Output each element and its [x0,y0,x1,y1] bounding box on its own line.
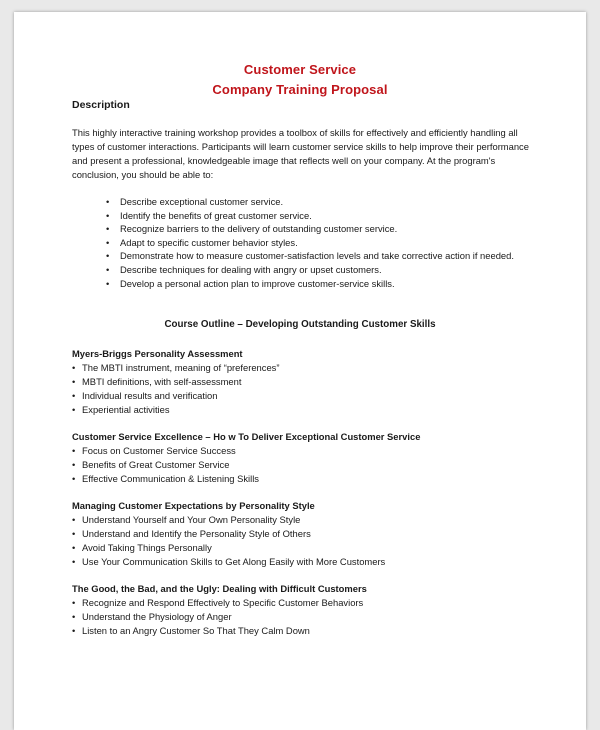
list-item: • Focus on Customer Service Success [72,444,420,458]
list-item: • Benefits of Great Customer Service [72,458,420,472]
list-item: • Describe techniques for dealing with angry or upset customers. [106,263,514,277]
list-item: • Identify the benefits of great customer service. [106,209,514,223]
section-list [72,444,420,486]
section-heading: Managing Customer Expectations by Personality Style [72,500,315,511]
list-item: • Use Your Communication Skills to Get Along Easily with More Customers [72,555,385,569]
list-item: • Recognize and Respond Effectively to Specific Customer Behaviors [72,596,367,610]
description-paragraph: This highly interactive training workshop provides a toolbox of skills for effectively and efficiently handling all types of customer interactions. Participants will learn customer service skills to help improve their performance and present a professional, knowledgeable image that reflects well on your company. At the program's conclusion, you should be able to: [72,127,529,180]
document-title: Customer Service [243,62,357,77]
document-page [14,12,586,730]
document-subtitle: Company Training Proposal [212,82,388,97]
list-item: • Understand and Identify the Personality Style of Others [72,527,385,541]
outline-section-service-excellence [72,430,420,486]
list-item: • Understand Yourself and Your Own Personality Style [72,513,385,527]
course-outline-title: Course Outline – Developing Outstanding Customer Skills [164,319,436,330]
section-list [72,596,367,638]
list-item: • Individual results and verification [72,389,279,403]
list-item: • Recognize barriers to the delivery of outstanding customer service. [106,222,514,236]
list-item: • Effective Communication & Listening Skills [72,472,420,486]
list-item: • Adapt to specific customer behavior styles. [106,236,514,250]
list-item: • Develop a personal action plan to improve customer-service skills. [106,277,514,291]
list-item: • Demonstrate how to measure customer-satisfaction levels and take corrective action if needed. [106,249,514,263]
section-heading: Myers-Briggs Personality Assessment [72,348,243,359]
learning-goals-list [106,195,514,290]
list-item: • Listen to an Angry Customer So That They Calm Down [72,624,367,638]
outline-section-managing-expectations [72,499,385,569]
list-item: • Describe exceptional customer service. [106,195,514,209]
description-heading: Description [72,99,130,111]
outline-section-myers-briggs [72,347,279,417]
list-item: • Experiential activities [72,403,279,417]
section-list [72,513,385,569]
section-list [72,361,279,417]
list-item: • Avoid Taking Things Personally [72,541,385,555]
outline-section-difficult-customers [72,582,367,638]
list-item: • Understand the Physiology of Anger [72,610,367,624]
section-heading: Customer Service Excellence – Ho w To Deliver Exceptional Customer Service [72,431,421,442]
list-item: • MBTI definitions, with self-assessment [72,375,279,389]
section-heading: The Good, the Bad, and the Ugly: Dealing with Difficult Customers [72,583,367,594]
list-item: • The MBTI instrument, meaning of “preferences” [72,361,279,375]
